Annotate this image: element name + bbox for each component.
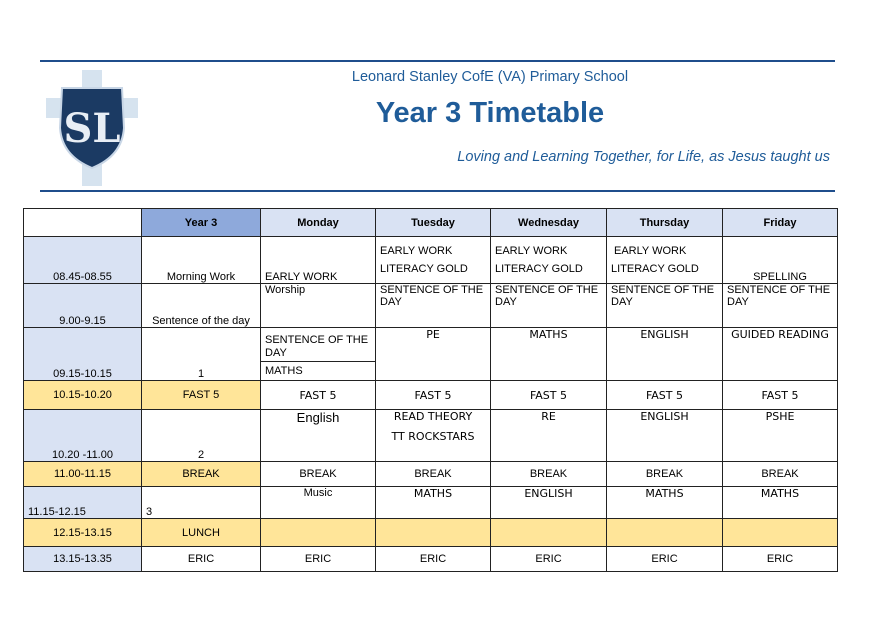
lesson-cell: ERIC [607,547,723,572]
lesson-cell: ENGLISH [607,328,723,381]
time-cell: 09.15-10.15 [24,328,142,381]
time-cell: 13.15-13.35 [24,547,142,572]
lesson-cell: PSHE [723,410,838,462]
table-row [24,237,838,284]
table-row [24,410,838,462]
header-cell-time [24,209,142,237]
lesson-cell: MATHS [607,487,723,519]
header-cell-wednesday: Wednesday [491,209,607,237]
school-crest-logo [44,70,140,186]
time-cell: 08.45-08.55 [24,237,142,284]
top-rule [40,60,835,62]
time-cell: 9.00-9.15 [24,284,142,328]
lesson-cell: EARLY WORK LITERACY GOLD [376,237,491,284]
table-row [24,462,838,487]
header-cell-thursday: Thursday [607,209,723,237]
lesson-cell: ERIC [261,547,376,572]
lesson-cell: BREAK [376,462,491,487]
timetable [23,208,838,572]
table-row [24,328,838,381]
lesson-cell: SENTENCE OF THE DAY [723,284,838,328]
school-motto: Loving and Learning Together, for Life, as Jesus taught us [457,149,830,165]
lesson-cell: ENGLISH [607,410,723,462]
table-row [24,519,838,547]
lesson-cell: BREAK [607,462,723,487]
session-label-cell: Morning Work [142,237,261,284]
lesson-cell: ENGLISH [491,487,607,519]
lesson-cell [491,519,607,547]
lesson-cell: BREAK [723,462,838,487]
header-cell-monday: Monday [261,209,376,237]
lesson-cell: MATHS [491,328,607,381]
lesson-cell-part: MATHS [265,365,303,377]
lesson-cell: FAST 5 [723,381,838,410]
lesson-cell: ERIC [491,547,607,572]
lesson-cell [723,519,838,547]
session-label-cell: ERIC [142,547,261,572]
table-row [24,547,838,572]
lesson-cell: PE [376,328,491,381]
lesson-cell: RE [491,410,607,462]
session-label-cell: 1 [142,328,261,381]
lesson-cell [261,519,376,547]
lesson-cell: FAST 5 [261,381,376,410]
session-label-cell: 2 [142,410,261,462]
lesson-cell: FAST 5 [607,381,723,410]
session-label-cell: Sentence of the day [142,284,261,328]
lesson-cell: EARLY WORK LITERACY GOLD [607,237,723,284]
time-cell: 10.20 -11.00 [24,410,142,462]
lesson-cell: GUIDED READING [723,328,838,381]
lesson-cell: SENTENCE OF THE DAY [607,284,723,328]
lesson-cell-part: SENTENCE OF THE DAY [261,328,375,362]
lesson-cell: FAST 5 [491,381,607,410]
lesson-cell: SPELLING [723,237,838,284]
lesson-cell [376,519,491,547]
lesson-cell: READ THEORY TT ROCKSTARS [376,410,491,462]
table-row [24,381,838,410]
lesson-cell: BREAK [261,462,376,487]
time-cell: 11.00-11.15 [24,462,142,487]
lesson-cell: ERIC [376,547,491,572]
lesson-cell: English [261,410,376,462]
lesson-cell: BREAK [491,462,607,487]
bottom-rule [40,190,835,192]
lesson-cell: FAST 5 [376,381,491,410]
school-name: Leonard Stanley CofE (VA) Primary School [351,69,629,85]
time-cell: 12.15-13.15 [24,519,142,547]
lesson-cell [607,519,723,547]
table-row [24,487,838,519]
lesson-cell: Music [261,487,376,519]
lesson-cell: MATHS [723,487,838,519]
session-label-cell: BREAK [142,462,261,487]
lesson-cell: ERIC [723,547,838,572]
timetable-header-row [24,209,838,237]
lesson-cell: SENTENCE OF THE DAY [376,284,491,328]
lesson-cell: EARLY WORK LITERACY GOLD [491,237,607,284]
lesson-cell: Worship [261,284,376,328]
session-label-cell: 3 [142,487,261,519]
table-row [24,284,838,328]
lesson-cell: EARLY WORK [261,237,376,284]
header-cell-year3: Year 3 [142,209,261,237]
time-cell: 11.15-12.15 [24,487,142,519]
header-cell-friday: Friday [723,209,838,237]
time-cell: 10.15-10.20 [24,381,142,410]
lesson-cell: SENTENCE OF THE DAY [491,284,607,328]
lesson-cell: MATHS [376,487,491,519]
header-cell-tuesday: Tuesday [376,209,491,237]
page-title: Year 3 Timetable [375,97,605,129]
svg-text:SL: SL [63,105,121,152]
session-label-cell: LUNCH [142,519,261,547]
session-label-cell: FAST 5 [142,381,261,410]
lesson-cell [261,328,376,381]
